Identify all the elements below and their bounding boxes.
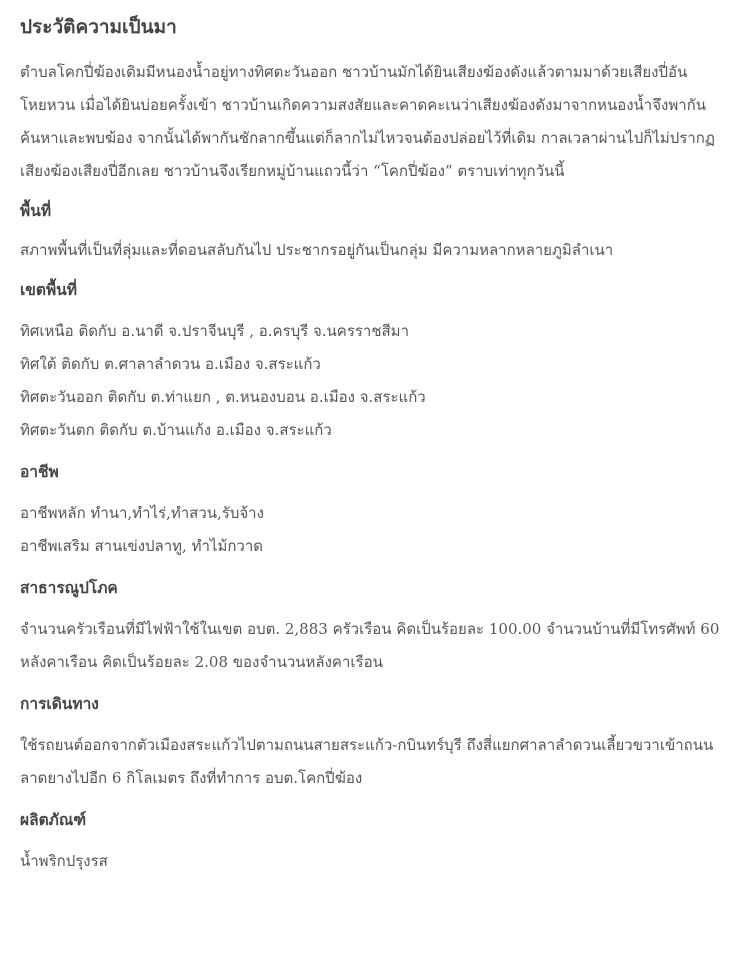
boundary-south: ทิศใต้ ติดกับ ต.ศาลาลำดวน อ.เมือง จ.สระแก้ว — [20, 355, 321, 373]
travel-paragraph: ใช้รถยนต์ออกจากตัวเมืองสระแก้วไปตามถนนสายสระแก้ว-กบินทร์บุรี ถึงสี่แยกศาลาลำดวนเลี้ยวขวาเข้าถนนลาดยางไปอีก 6 กิโลเมตร ถึงที่ทำการ อบต.โคกปี่ฆ้อง — [20, 736, 714, 787]
products-heading: ผลิตภัณฑ์ — [20, 810, 87, 829]
occupation-main: อาชีพหลัก ทำนา,ทำไร่,ทำสวน,รับจ้าง — [20, 504, 264, 522]
products-paragraph: น้ำพริกปรุงรส — [20, 852, 108, 870]
occupation-secondary: อาชีพเสริม สานเข่งปลาทู, ทำไม้กวาด — [20, 537, 264, 555]
occupation-list — [20, 497, 720, 563]
utilities-paragraph: จำนวนครัวเรือนที่มีไฟฟ้าใช้ในเขต อบต. 2,883 ครัวเรือน คิดเป็นร้อยละ 100.00 จำนวนบ้านที่มีโทรศัพท์ 60 หลังคาเรือน คิดเป็นร้อยละ 2.08 ของจำนวนหลังคาเรือน — [20, 620, 720, 671]
travel-heading: การเดินทาง — [20, 694, 99, 713]
boundary-east: ทิศตะวันออก ติดกับ ต.ท่าแยก , ต.หนองบอน อ.เมือง จ.สระแก้ว — [20, 388, 426, 406]
area-heading: พื้นที่ — [20, 201, 52, 220]
boundary-north: ทิศเหนือ ติดกับ อ.นาดี จ.ปราจีนบุรี , อ.ครบุรี จ.นครราชสีมา — [20, 322, 409, 340]
boundary-heading: เขตพื้นที่ — [20, 280, 77, 299]
area-paragraph: สภาพพื้นที่เป็นที่ลุ่มและที่ดอนสลับกันไป ประชากรอยู่กันเป็นกลุ่ม มีความหลากหลายภูมิลำเนา — [20, 241, 614, 259]
occupation-heading: อาชีพ — [20, 462, 59, 481]
history-paragraph: ตำบลโคกปี่ฆ้องเดิมมีหนองน้ำอยู่ทางทิศตะวันออก ชาวบ้านมักได้ยินเสียงฆ้องดังแล้วตามมาด้วยเสียงปี่อันโหยหวน เมื่อได้ยินบ่อยครั้งเข้า ชาวบ้านเกิดความสงสัยและคาดคะเนว่าเสียงฆ้องดังมาจากหนองน้ำจึงพากันค้นหาและพบฆ้อง จากนั้นได้พากันชักลากขึ้นแต่ก็ลากไม่ไหวจนต้องปล่อยไว้ที่เดิม กาลเวลาผ่านไปก็ไม่ปรากฏเสียงฆ้องเสียงปี่อีกเลย ชาวบ้านจึงเรียกหมู่บ้านแถวนี้ว่า “โคกปี่ฆ้อง” ตราบเท่าทุกวันนี้ — [20, 63, 715, 180]
boundary-west: ทิศตะวันตก ติดกับ ต.บ้านแก้ง อ.เมือง จ.สระแก้ว — [20, 421, 332, 439]
history-heading: ประวัติความเป็นมา — [20, 16, 177, 38]
boundary-list — [20, 315, 720, 447]
utilities-heading: สาธารณูปโภค — [20, 578, 118, 597]
